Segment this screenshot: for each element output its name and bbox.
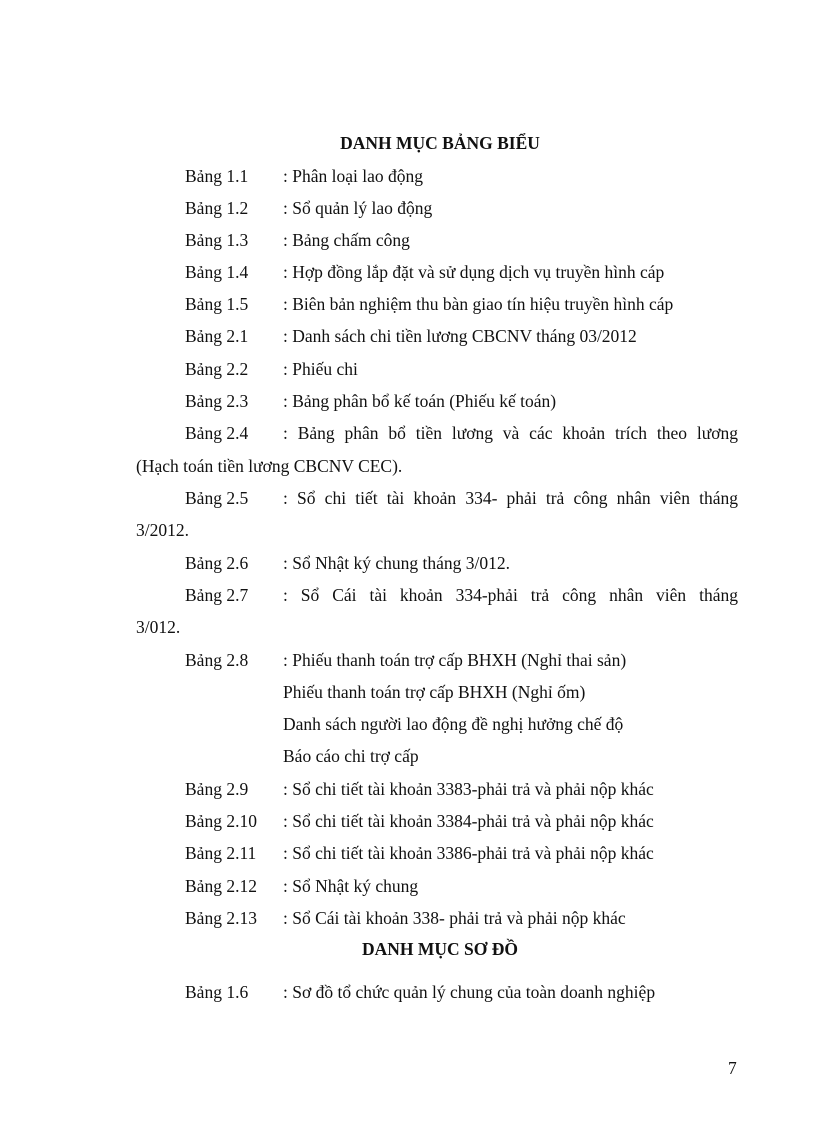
table-label: Bảng 1.4 — [185, 262, 249, 282]
table-title-extra: Báo cáo chi trợ cấp — [283, 746, 419, 766]
table-title: : Sổ quản lý lao động — [283, 198, 433, 218]
list-item — [0, 779, 816, 805]
table-title: : Sổ Nhật ký chung tháng 3/012. — [283, 553, 510, 573]
table-label: Bảng 2.2 — [185, 359, 249, 379]
table-label: Bảng 2.8 — [185, 650, 249, 670]
table-title: : Sổ Nhật ký chung — [283, 876, 419, 896]
table-label: Bảng 1.5 — [185, 294, 249, 314]
table-title: : Sổ chi tiết tài khoản 3383-phải trả và phải nộp khác — [283, 779, 654, 799]
table-title-extra: Phiếu thanh toán trợ cấp BHXH (Nghỉ ốm) — [283, 682, 586, 702]
list-item-continuation — [0, 617, 816, 643]
table-label: Bảng 2.11 — [185, 843, 257, 863]
table-title: : Biên bản nghiệm thu bàn giao tín hiệu truyền hình cáp — [283, 294, 674, 314]
list-item — [0, 982, 816, 1008]
list-item — [0, 843, 816, 869]
diagram-title: : Sơ đồ tổ chức quản lý chung của toàn doanh nghiệp — [283, 982, 656, 1002]
table-label: Bảng 2.1 — [185, 326, 249, 346]
table-label: Bảng 1.3 — [185, 230, 249, 250]
table-label: Bảng 1.2 — [185, 198, 249, 218]
table-title: : Phiếu thanh toán trợ cấp BHXH (Nghỉ thai sản) — [283, 650, 627, 670]
table-label: Bảng 2.10 — [185, 811, 257, 831]
table-label: Bảng 2.5 — [185, 488, 249, 508]
table-title-continuation: 3/012. — [136, 617, 181, 637]
table-title: : Danh sách chi tiền lương CBCNV tháng 03/2012 — [283, 326, 637, 346]
list-item — [0, 198, 816, 224]
diagrams-heading: DANH MỤC SƠ ĐỒ — [361, 939, 519, 959]
table-label: Bảng 2.7 — [185, 585, 249, 605]
table-title: : Sổ Cái tài khoản 338- phải trả và phải nộp khác — [283, 908, 626, 928]
list-item — [0, 876, 816, 902]
table-title: : Hợp đồng lắp đặt và sử dụng dịch vụ truyền hình cáp — [283, 262, 665, 282]
table-title: : Bảng phân bổ kế toán (Phiếu kế toán) — [283, 391, 557, 411]
table-title: : Sổ Cái tài khoản 334-phải trả công nhân viên tháng — [283, 585, 738, 605]
list-item-continuation — [0, 456, 816, 482]
list-item — [0, 811, 816, 837]
list-item — [0, 326, 816, 352]
list-item — [0, 585, 816, 611]
list-item — [0, 294, 816, 320]
list-item — [0, 359, 816, 385]
diagram-label: Bảng 1.6 — [185, 982, 249, 1002]
table-title: : Sổ chi tiết tài khoản 3386-phải trả và phải nộp khác — [283, 843, 654, 863]
table-title: : Bảng chấm công — [283, 230, 410, 250]
table-label: Bảng 2.6 — [185, 553, 249, 573]
list-item-extra — [0, 746, 816, 772]
list-item — [0, 391, 816, 417]
page-number: 7 — [728, 1058, 737, 1078]
table-title: : Bảng phân bổ tiền lương và các khoản trích theo lương — [283, 423, 738, 443]
list-item — [0, 423, 816, 449]
table-title: : Sổ chi tiết tài khoản 3384-phải trả và phải nộp khác — [283, 811, 654, 831]
table-title-extra: Danh sách người lao động đề nghị hưởng chế độ — [283, 714, 624, 734]
table-label: Bảng 2.13 — [185, 908, 257, 928]
table-label: Bảng 2.9 — [185, 779, 249, 799]
list-item — [0, 553, 816, 579]
tables-heading: DANH MỤC BẢNG BIỂU — [340, 133, 540, 153]
list-item-extra — [0, 682, 816, 708]
table-label: Bảng 1.1 — [185, 166, 249, 186]
list-item — [0, 262, 816, 288]
list-item — [0, 230, 816, 256]
table-title: : Phiếu chi — [283, 359, 358, 379]
table-label: Bảng 2.4 — [185, 423, 249, 443]
list-item — [0, 908, 816, 934]
table-label: Bảng 2.3 — [185, 391, 249, 411]
table-title: : Phân loại lao động — [283, 166, 423, 186]
table-title-continuation: (Hạch toán tiền lương CBCNV CEC). — [136, 456, 403, 476]
table-title: : Sổ chi tiết tài khoản 334- phải trả công nhân viên tháng — [283, 488, 738, 508]
list-item — [0, 166, 816, 192]
table-label: Bảng 2.12 — [185, 876, 257, 896]
list-item-continuation — [0, 520, 816, 546]
table-title-continuation: 3/2012. — [136, 520, 189, 540]
list-item — [0, 650, 816, 676]
list-item — [0, 488, 816, 514]
list-item-extra — [0, 714, 816, 740]
